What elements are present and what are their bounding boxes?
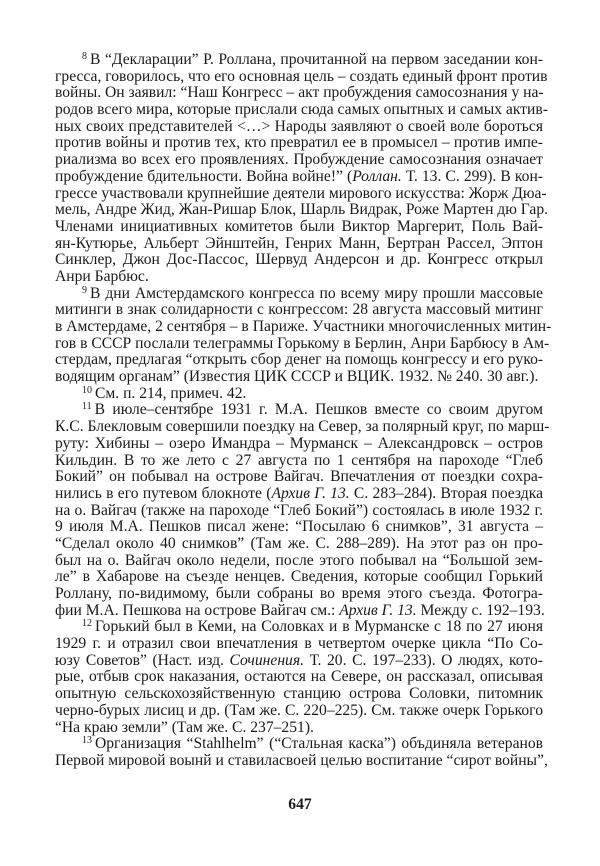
text-segment: Первой мировой воынй и ставиласвоей целью воспитание “сирот войны”, (55, 751, 548, 769)
text-line (55, 636, 543, 653)
text-segment: риализма во всех его проявлениях. Пробуждение самосознания означает (55, 151, 543, 169)
text-segment: “Сделал около 40 снимков” (Там же. С. 288–289). На этот раз он про- (55, 534, 543, 552)
footnote-number: 11 (82, 401, 92, 413)
text-line (55, 586, 543, 603)
text-segment: В июле–сентябре 1931 г. М.А. Пешков вместе со своим другом (94, 401, 543, 419)
text-line (55, 686, 543, 703)
text-line (55, 720, 543, 737)
text-segment: водящим органам” (Известия ЦИК СССР и ВЦИК. 1932. № 240. 30 авг.). (55, 368, 539, 386)
text-segment: Членами инициативных комитетов были Виктор Маргерит, Поль Вай- (55, 217, 543, 235)
text-line (55, 402, 543, 419)
footnote-9 (55, 284, 552, 386)
text-line (55, 219, 543, 236)
text-segment: на о. Вайгач (также на пароходе “Глеб Бокий”) состоялась в июле 1932 г. (55, 501, 543, 519)
citation-italic: Архив Г. 13. (271, 484, 350, 502)
text-line (55, 201, 549, 219)
text-segment: фии М.А. Пешкова на острове Вайгач см.: (55, 601, 340, 619)
text-line (55, 236, 543, 253)
text-segment: в Амстердаме, 2 сентября – в Париже. Участники многочисленных митин- (55, 318, 552, 335)
text-segment: 9 июля М.А. Пешков писал жене: “Посылаю 6 снимков”, 31 августа – (55, 518, 543, 536)
text-line (55, 286, 543, 303)
text-line (55, 269, 543, 286)
text-segment: родов всего мира, которые прислали сюда самых опытных и самых актив- (55, 101, 548, 119)
footnote-10 (55, 386, 543, 403)
text-segment: грессе участвовали крупнейшие деятели мирового искусства: Жорж Дюа- (55, 184, 547, 202)
text-line (55, 369, 543, 386)
text-line (55, 418, 550, 436)
footnote-number: 12 (82, 618, 92, 630)
text-segment: Горький был в Кеми, на Соловках и в Мурманске с 18 по 27 июня (95, 618, 543, 636)
text-line (55, 135, 543, 152)
text-segment: руту: Хибины – озеро Имандра – Мурманск – Александровск – остров (55, 434, 543, 452)
footnote-12 (55, 619, 543, 736)
text-segment: См. п. 214, примеч. 42. (95, 384, 247, 402)
text-line (55, 119, 543, 136)
text-line (55, 503, 543, 520)
text-segment: стердам, предлагая “открыть сбор денег на помощь конгрессу и его руко- (55, 351, 544, 369)
footnote-8 (55, 51, 549, 286)
footnote-13 (55, 735, 548, 769)
text-line (55, 553, 543, 570)
citation-italic: Роллан. (352, 167, 402, 185)
text-segment: Анри Барбюс. (55, 267, 149, 285)
text-segment: Синклер, Джон Дос-Пассос, Шервуд Андерсон и др. Конгресс открыл (55, 251, 543, 269)
text-line (55, 67, 548, 86)
text-line (55, 486, 543, 503)
text-line (55, 386, 543, 403)
citation-italic: Сочинения. (229, 651, 305, 669)
text-line (55, 619, 543, 636)
text-line (55, 302, 543, 319)
text-segment: Т. 20. С. 197–233). О людях, кото- (304, 651, 543, 669)
text-segment: гресса, говорилось, что его основная цель – создать единый фронт против (55, 67, 548, 85)
text-line (55, 436, 543, 453)
text-line (55, 751, 548, 770)
text-line (55, 536, 543, 553)
text-segment: Бокий” он побывал на острове Вайгач. Впечатления от поездки сохра- (55, 468, 543, 486)
text-segment: против войны и против тех, кто превратил ее в промысел – против импе- (55, 134, 543, 152)
footnote-number: 9 (82, 284, 87, 296)
text-line (55, 52, 543, 69)
text-segment: Между с. 192–193. (416, 601, 545, 619)
text-line (55, 352, 543, 369)
text-segment: митинги в знак солидарности с конгрессом: 28 августа массовый митинг (55, 301, 543, 319)
text-segment: ных своих представителей <…> Народы заявляют о своей воле бороться (55, 117, 543, 135)
footnote-11 (55, 401, 550, 619)
page-text (55, 51, 552, 770)
text-line (55, 653, 543, 670)
text-segment: пробуждение бдительности. Война войне!” ( (55, 167, 353, 185)
text-line (55, 85, 543, 102)
text-line (55, 669, 543, 686)
text-line (55, 569, 543, 586)
text-segment: опытную сельскохозяйственную станцию острова Соловки, питомник (55, 685, 543, 703)
footnote-number: 10 (82, 384, 92, 396)
page-number: 647 (288, 796, 312, 813)
text-segment: 1929 г. и отразил свои впечатления в четвертом очерке цикла “По Со- (55, 635, 543, 653)
text-segment: черно-бурых лисиц и др. (Там же. С. 220–225). См. также очерк Горького (55, 701, 543, 719)
text-segment: В дни Амстердамского конгресса по всему миру прошли массовые (90, 284, 543, 302)
text-segment: мель, Андре Жид, Жан-Ришар Блок, Шарль Видрак, Роже Мартен дю Гар. (55, 201, 549, 219)
text-segment: войны. Он заявил: “Наш Конгресс – акт пробуждения самосознания у на- (55, 84, 544, 102)
text-line (55, 169, 543, 186)
text-line (55, 334, 550, 353)
text-segment: К.С. Блекловым совершили поездку на Север, за полярный круг, по марш- (55, 418, 550, 436)
citation-italic: Архив Г. 13. (339, 601, 417, 619)
text-segment: “На краю земли” (Там же. С. 237–251). (55, 718, 314, 736)
text-segment: нились в его путевом блокноте ( (55, 484, 272, 502)
text-line (55, 318, 552, 336)
text-line (55, 101, 548, 119)
text-segment: ле” в Хабарове на съезде ненцев. Сведения, которые сообщил Горький (55, 568, 543, 586)
text-line (55, 703, 543, 720)
text-segment: Организация “Stahlhelm” (“Стальная каска”) объдиняла ветеранов (95, 735, 543, 753)
text-segment: юзу Советов” (Наст. изд. (55, 651, 230, 669)
text-segment: Кильдин. В то же лето с 27 августа по 1 сентября на пароходе “Глеб (55, 451, 543, 469)
text-line (55, 252, 543, 269)
text-segment: ян-Кутюрье, Альберт Эйнштейн, Генрих Манн, Бертран Рассел, Эптон (55, 234, 543, 252)
text-segment: Роллану, по-видимому, были собраны во время этого съезда. Фотогра- (55, 585, 543, 602)
text-line (55, 152, 543, 169)
text-segment: С. 283–284). Вторая поездка (349, 484, 543, 502)
text-line (55, 469, 543, 486)
text-line (55, 603, 543, 620)
text-segment: Т. 13. С. 299). В кон- (401, 167, 544, 185)
text-line (55, 736, 543, 753)
footnote-number: 8 (82, 51, 87, 62)
text-segment: был на о. Вайгач около недели, после этого побывал на “Большой зем- (55, 551, 543, 569)
text-line (55, 519, 543, 536)
text-segment: гов в СССР послали телеграммы Горькому в Берлин, Анри Барбюсу в Ам- (55, 334, 550, 352)
text-segment: В “Декларации” Р. Роллана, прочитанной на первом заседании кон- (90, 51, 543, 68)
text-line (55, 184, 547, 203)
footnote-number: 13 (82, 735, 92, 747)
text-segment: рые, отбыв срок наказания, остаются на Севере, он рассказал, описывая (55, 668, 543, 686)
text-line (55, 453, 543, 470)
